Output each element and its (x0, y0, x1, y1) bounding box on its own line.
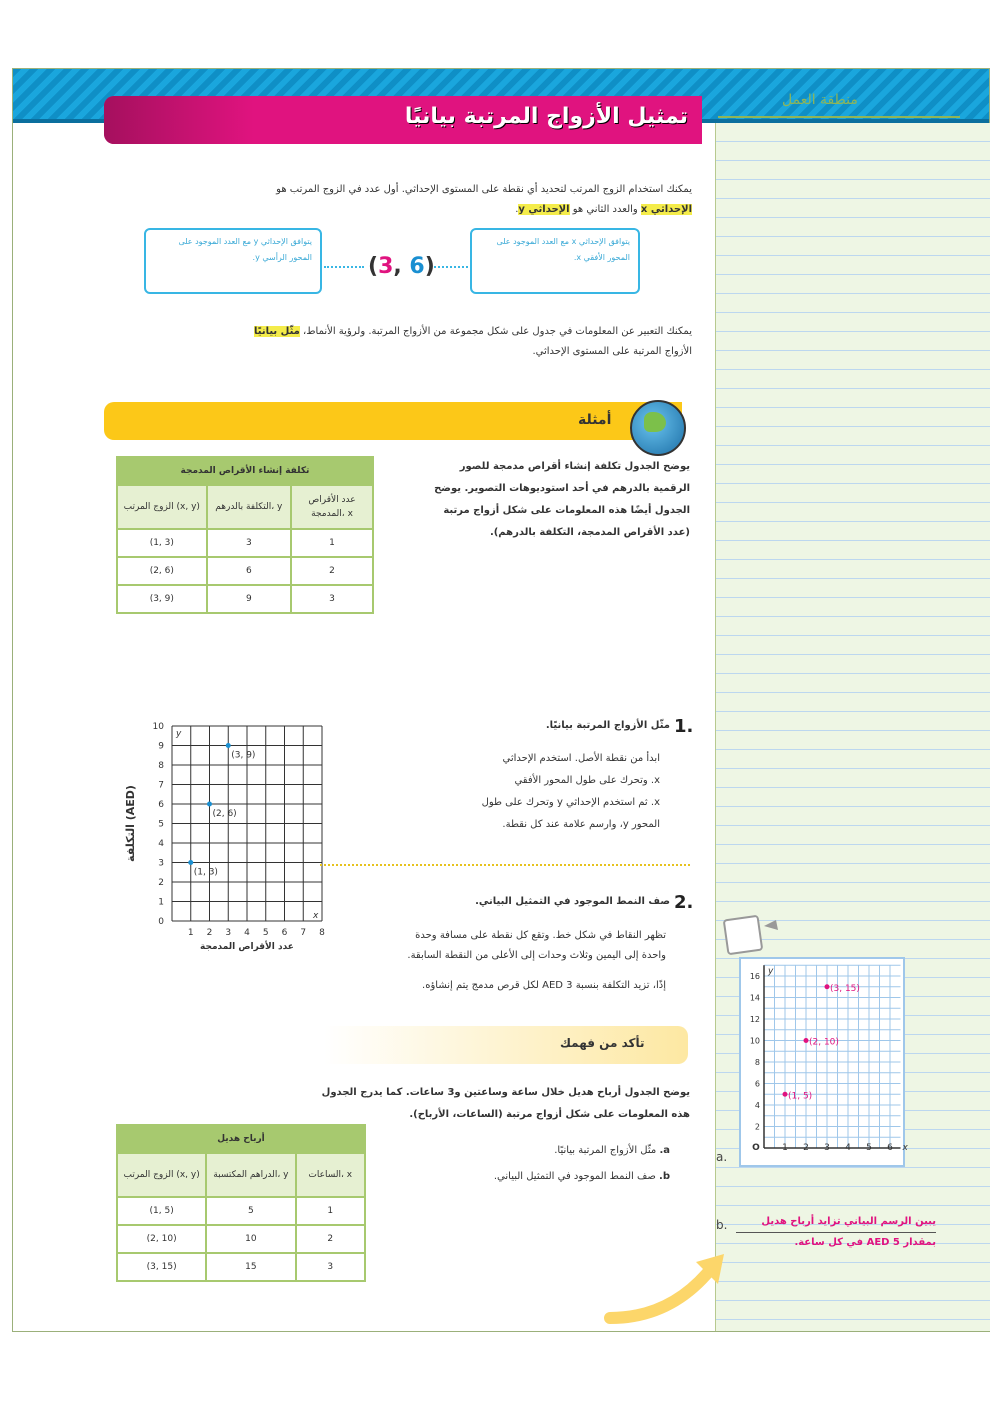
table-header: الدراهم المكتسبة، y (206, 1153, 295, 1197)
data-point (226, 743, 231, 748)
ordered-pair-example (368, 254, 435, 279)
y-tick-label: 8 (754, 1058, 760, 1067)
table-cell: 1 (296, 1197, 365, 1225)
cd-cost-table (116, 456, 374, 614)
check-description (260, 1082, 690, 1126)
example-line: (عدد الأقراص المدمجة، التكلفة بالدرهم). (489, 527, 690, 538)
table-caption: تكلفة إنشاء الأقراص المدمجة (117, 457, 373, 485)
task-b (380, 1164, 670, 1190)
answer-b-line: يبين الرسم البياني تزايد أرباح هديل (736, 1212, 936, 1233)
step-line: المحور y، وارسم علامة عند كل نقطة. (502, 819, 660, 830)
x-tick-label: 7 (300, 928, 307, 938)
question-1-number: 1. (674, 716, 694, 737)
answer-line: تظهر النقاط في شكل خط. وتقع كل نقطة على مسافة وحدة (415, 930, 666, 941)
pair-x: 3 (378, 254, 394, 279)
table-cell: 15 (206, 1253, 295, 1281)
y-axis-title: التكلفة (AED) (124, 785, 137, 862)
y-tick-label: 2 (158, 878, 164, 888)
y-coordinate-term: الإحداثي y (518, 204, 570, 215)
question-2-number: 2. (674, 892, 694, 913)
y-tick-label: 16 (749, 972, 760, 981)
y-tick-label: 14 (749, 993, 760, 1003)
table-header: الساعات، x (296, 1153, 365, 1197)
table-cell: 2 (296, 1225, 365, 1253)
pair-y: 6 (409, 254, 425, 279)
x-tick-label: 5 (262, 928, 269, 938)
y-tick-label: 5 (158, 819, 164, 830)
table-cell: (1, 5) (117, 1197, 206, 1225)
check-line: يوضح الجدول أرباح هديل خلال ساعة وساعتين و3 ساعات. كما يدرج الجدول (321, 1087, 690, 1098)
x-tick-label: 8 (319, 928, 325, 938)
y-tick-label: 6 (754, 1079, 760, 1089)
globe-land-icon (644, 412, 666, 432)
check-understanding-title: تأكد من فهمك (560, 1036, 645, 1050)
point-label: (3, 15) (830, 983, 860, 994)
graph-para-end: الأزواج المرتبة على المستوى الإحداثي. (532, 346, 692, 357)
earnings-chart (740, 958, 908, 1166)
x-tick-label: 3 (824, 1143, 830, 1153)
work-area-underline (718, 116, 960, 118)
x-tick-label: 1 (187, 928, 194, 938)
task-text: مثّل الأزواج المرتبة بيانيًا. (554, 1145, 657, 1156)
table-cell: 10 (206, 1225, 295, 1253)
table-header: الزوج المرتب (x, y) (117, 1153, 206, 1197)
table-cell: 2 (291, 557, 373, 585)
y-axis-letter: y (176, 729, 182, 739)
y-tick-label: 4 (158, 839, 164, 849)
example-line: الرقمية بالدرهم في أحد استوديوهات التصوير. يوضح (434, 483, 690, 494)
point-label: (2, 10) (809, 1037, 839, 1048)
x-tick-label: 1 (782, 1143, 788, 1153)
table-header: التكلفة بالدرهم، y (207, 485, 291, 529)
x-tick-label: 4 (845, 1143, 851, 1153)
x-axis-letter: x (313, 911, 319, 921)
y-tick-label: 4 (754, 1101, 760, 1110)
answer-line: واحدة إلى اليمين وثلاث وحدات إلى الأعلى من النقطة السابقة. (407, 950, 666, 961)
x-tick-label: 4 (244, 928, 250, 938)
y-tick-label: 3 (158, 858, 164, 869)
step-line: x. ثم استخدم الإحداثي y وتحرك على طول (481, 797, 660, 808)
question-2-answer (326, 926, 666, 996)
table-cell: (3, 9) (117, 585, 207, 613)
x-axis-title: عدد الأقراص المدمجة (200, 942, 294, 952)
pair-arrow-right (434, 266, 468, 268)
lesson-title-bar (104, 96, 702, 144)
table-cell: 9 (207, 585, 291, 613)
task-letter: a. (659, 1145, 670, 1156)
table-header: الزوج المرتب (x, y) (117, 485, 207, 529)
answer-b-line: بمقدار AED 5 في كل ساعة. (794, 1237, 936, 1248)
pair-close: ) (424, 254, 435, 279)
y-tick-label: 0 (158, 917, 164, 927)
table-cell: 6 (207, 557, 291, 585)
x-tick-label: 5 (866, 1143, 872, 1153)
x-tick-label: 6 (887, 1143, 893, 1153)
table-caption: أرباح هديل (117, 1125, 365, 1153)
y-coordinate-note-box: يتوافق الإحداثي y مع العدد الموجود على المحور الرأسي y. (144, 228, 322, 294)
data-point (825, 984, 830, 989)
answer-b-text (736, 1212, 936, 1253)
step-line: x. وتحرك على طول المحور الأفقي (514, 775, 660, 786)
y-tick-label: 10 (749, 1036, 760, 1046)
point-label: (2, 6) (212, 809, 237, 819)
example-line: الجدول أيضًا هذه المعلومات على شكل أزواج مرتبة (443, 505, 690, 516)
examples-title: أمثلة (578, 412, 612, 428)
question-1-title: مثّل الأزواج المرتبة بيانيًا. (545, 720, 670, 731)
work-area-label: منطقة العمل (782, 92, 858, 108)
answer-line: إذًا، تزيد التكلفة بنسبة AED 3 لكل قرص مدمج يتم إنشاؤه. (422, 980, 666, 991)
data-point (783, 1092, 788, 1097)
y-tick-label: 2 (754, 1122, 760, 1132)
notebook-note-icon (722, 912, 782, 958)
graph-para-text: يمكنك التعبير عن المعلومات في جدول على شكل مجموعة من الأزواج المرتبة. ولرؤية الأنماط، (299, 326, 692, 337)
table-cell: 3 (291, 585, 373, 613)
lesson-title: تمثيل الأزواج المرتبة بيانيًا (404, 104, 688, 129)
table-header: عدد الأقراص المدمجة، x (291, 485, 373, 529)
table-cell: 3 (207, 529, 291, 557)
task-list (380, 1138, 670, 1190)
point-label: (1, 5) (788, 1091, 813, 1102)
y-tick-label: 12 (749, 1015, 760, 1024)
intro-connector: والعدد الثاني هو (569, 204, 641, 215)
x-tick-label: 6 (281, 928, 288, 938)
x-tick-label: 2 (803, 1143, 809, 1153)
task-letter: b. (659, 1171, 670, 1182)
task-a (380, 1138, 670, 1164)
table-cell: (3, 15) (117, 1253, 206, 1281)
title-bar-shade (104, 96, 254, 144)
point-label: (1, 3) (193, 867, 218, 878)
example-line: يوضح الجدول تكلفة إنشاء أقراص مدمجة للصور (459, 461, 690, 472)
x-tick-label: 3 (225, 928, 232, 938)
y-tick-label: 7 (158, 780, 164, 791)
y-tick-label: 1 (158, 897, 164, 908)
data-point (188, 860, 193, 865)
intro-paragraph (104, 180, 692, 220)
x-coordinate-note-box: يتوافق الإحداثي x مع العدد الموجود على المحور الأفقي x. (470, 228, 640, 294)
y-tick-label: 9 (158, 741, 164, 752)
question-2-title: صف النمط الموجود في التمثيل البياني. (475, 896, 670, 907)
intro-line-1: يمكنك استخدام الزوج المرتب لتحديد أي نقطة على المستوى الإحداثي. أول عدد في الزوج المرتب هو (276, 184, 692, 195)
table-cell: 3 (296, 1253, 365, 1281)
table-cell: 5 (206, 1197, 295, 1225)
intro-period: . (515, 204, 519, 215)
intro-line-2 (104, 200, 692, 220)
table-cell: (1, 3) (117, 529, 207, 557)
section-divider (320, 864, 690, 866)
graph-term: مثّل بيانيًا (254, 326, 300, 337)
earnings-table (116, 1124, 366, 1282)
example-description (384, 456, 690, 544)
curved-arrow-icon (600, 1248, 740, 1328)
pair-comma: , (393, 254, 410, 279)
y-tick-label: 8 (158, 761, 164, 771)
point-label: (3, 9) (231, 750, 256, 761)
y-axis-letter: y (768, 966, 774, 977)
answer-a-label: a. (716, 1150, 728, 1164)
table-cell: (2, 6) (117, 557, 207, 585)
cd-cost-chart (120, 716, 340, 966)
data-point (804, 1038, 809, 1043)
check-line: هذه المعلومات على شكل أزواج مرتبة (الساعات، الأرباح). (409, 1109, 690, 1120)
pair-arrow-left (324, 266, 364, 268)
task-text: صف النمط الموجود في التمثيل البياني. (493, 1171, 656, 1182)
y-tick-label: 6 (158, 800, 164, 810)
data-point (207, 802, 212, 807)
question-1-steps (400, 748, 660, 836)
step-line: ابدأ من نقطة الأصل. استخدم الإحداثي (502, 753, 660, 764)
x-coordinate-term: الإحداثي x (640, 204, 692, 215)
y-tick-label: 10 (152, 722, 164, 732)
answer-b-label: b. (716, 1218, 728, 1232)
x-tick-label: 2 (206, 928, 213, 938)
table-cell: (2, 10) (117, 1225, 206, 1253)
x-tick-label: O (752, 1143, 760, 1153)
table-cell: 1 (291, 529, 373, 557)
graph-paragraph (104, 322, 692, 362)
x-axis-letter: x (902, 1143, 908, 1153)
pair-open: ( (368, 254, 379, 279)
